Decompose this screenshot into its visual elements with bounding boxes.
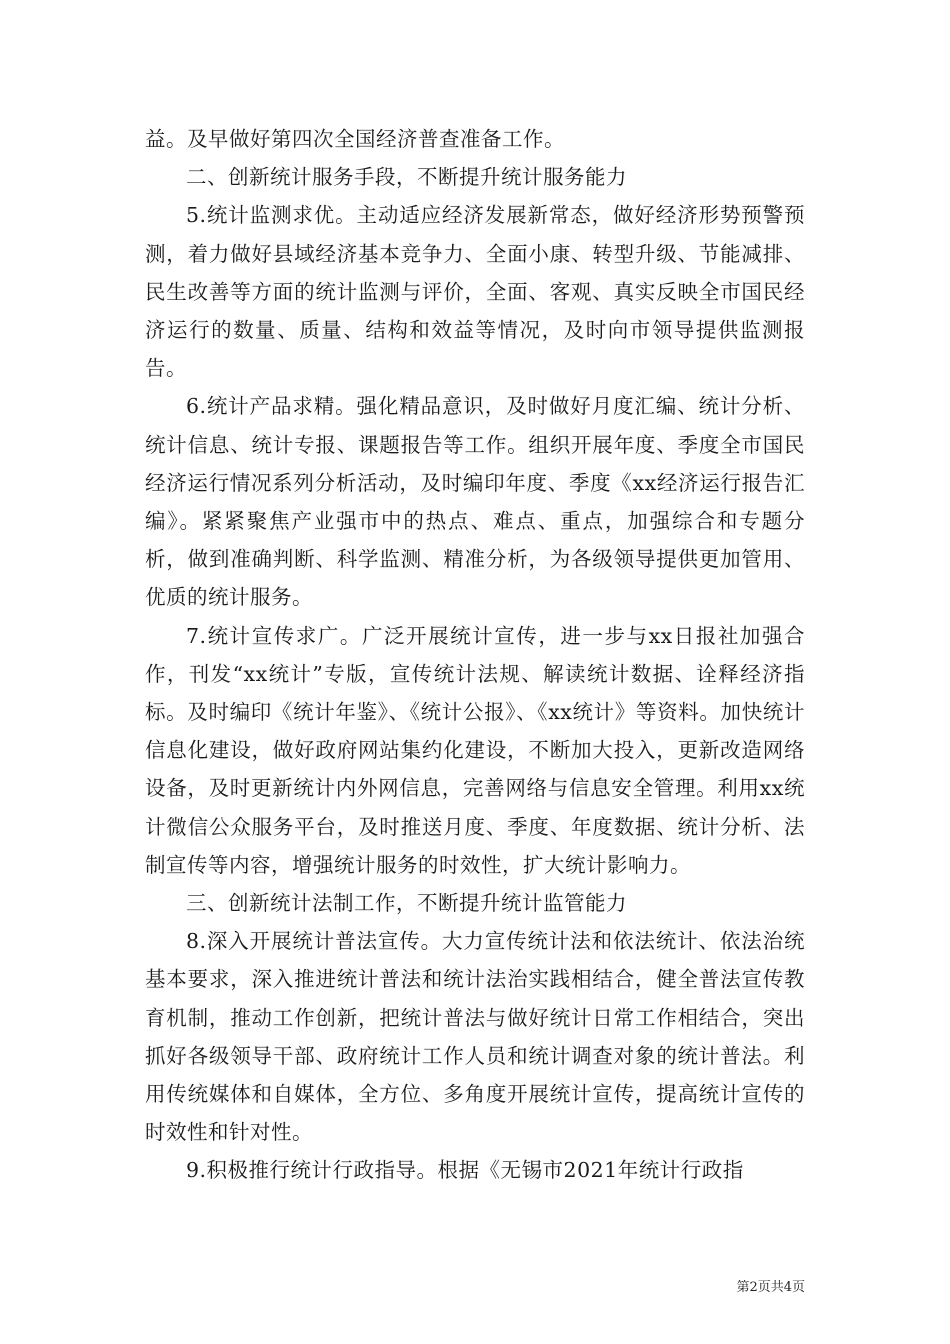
section-heading-2: 二、创新统计服务手段，不断提升统计服务能力	[186, 165, 627, 190]
section-heading-3: 三、创新统计法制工作，不断提升统计监管能力	[186, 891, 627, 916]
paragraph-item-7: 7.统计宣传求广。广泛开展统计宣传，进一步与xx日报社加强合作，刊发“xx统计”专版，宣传统计法规、解读统计数据、诠释经济指标。及时编印《统计年鉴》、《统计公报》、《xx统计》等资料。加快统计信息化建设，做好政府网站集约化建设，不断加大投入，更新改造网络设备，及时更新统计内外网信息，完善网络与信息安全管理。利用xx统计微信公众服务平台，及时推送月度、季度、年度数据、统计分析、法制宣传等内容，增强统计服务的时效性，扩大统计影响力。	[145, 623, 805, 877]
paragraph-item-5: 5.统计监测求优。主动适应经济发展新常态，做好经济形势预警预测，着力做好县域经济基本竞争力、全面小康、转型升级、节能减排、民生改善等方面的统计监测与评价，全面、客观、真实反映全市国民经济运行的数量、质量、结构和效益等情况，及时向市领导提供监测报告。	[145, 203, 805, 381]
paragraph-item-6: 6.统计产品求精。强化精品意识，及时做好月度汇编、统计分析、统计信息、统计专报、课题报告等工作。组织开展年度、季度全市国民经济运行情况系列分析活动，及时编印年度、季度《xx经济运行报告汇编》。紧紧聚焦产业强市中的热点、难点、重点，加强综合和专题分析，做到准确判断、科学监测、精准分析，为各级领导提供更加管用、优质的统计服务。	[145, 394, 805, 610]
paragraph-item-9: 9.积极推行统计行政指导。根据《无锡市2021年统计行政指	[186, 1158, 744, 1183]
page-number-footer: 第2页共4页	[736, 1280, 805, 1295]
paragraph-continuation: 益。及早做好第四次全国经济普查准备工作。	[145, 127, 565, 151]
document-body	[145, 120, 805, 1190]
paragraph-item-8: 8.深入开展统计普法宣传。大力宣传统计法和依法统计、依法治统基本要求，深入推进统计普法和统计法治实践相结合，健全普法宣传教育机制，推动工作创新，把统计普法与做好统计日常工作相结合，突出抓好各级领导干部、政府统计工作人员和统计调查对象的统计普法。利用传统媒体和自媒体，全方位、多角度开展统计宣传，提高统计宣传的时效性和针对性。	[145, 929, 805, 1145]
